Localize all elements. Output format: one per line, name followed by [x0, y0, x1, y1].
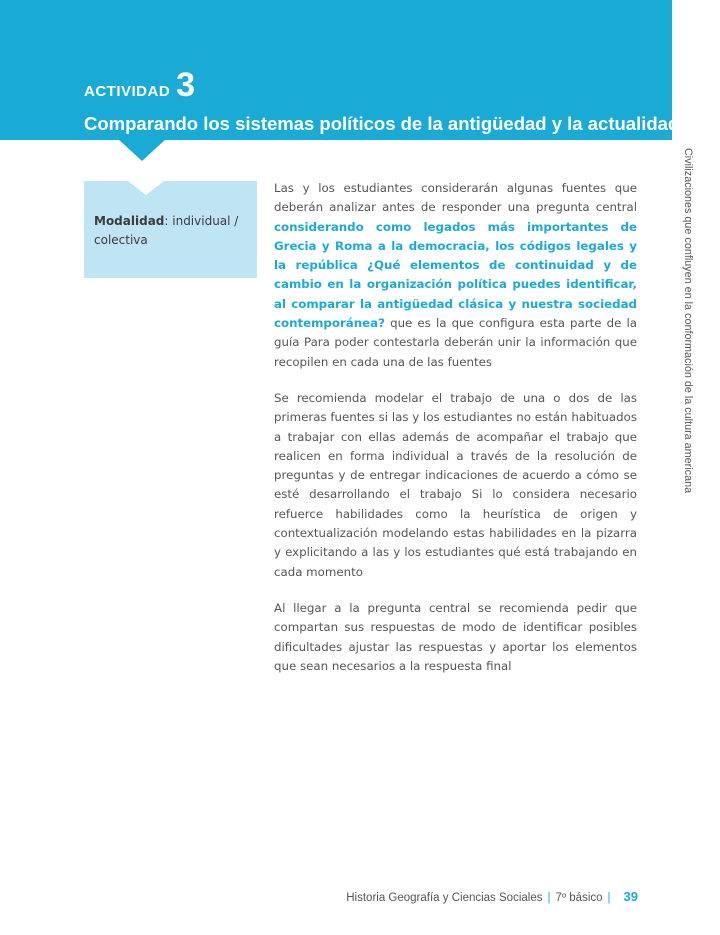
footer-separator: | [607, 892, 611, 904]
page-number: 39 [623, 889, 638, 904]
modality-label: Modalidad [94, 214, 165, 228]
unit-label: Civilizaciones que confluyen en la conformación de la cultura americana [682, 148, 694, 494]
footer-grade: 7º básico [555, 892, 603, 904]
footer [346, 889, 638, 904]
activity-label: ACTIVIDAD [84, 83, 171, 100]
paragraph-1-intro: Las y los estudiantes considerarán algunas fuentes que deberán analizar antes de responder una pregunta central [274, 181, 637, 215]
section-label [688, 58, 712, 130]
paragraph-2: Se recomienda modelar el trabajo de una o dos de las primeras fuentes si las y los estudiantes no están habituados a trabajar con ellas además de acompañar el trabajo que realicen en forma individual a través de la resolución de preguntas y de entregar indicaciones de acuerdo a cómo se esté desarrollando el trabajo Si lo considera necesario refuerce habilidades como la heurística de origen y contextualización modelando estas habilidades en la pizarra y explicitando a las y los estudiantes qué está trabajando en cada momento [274, 390, 637, 579]
modality-text [94, 212, 244, 250]
page-title: Comparando los sistemas políticos de la antigüedad y la actualidad [84, 113, 680, 134]
modality-value: : individual / colectiva [94, 214, 239, 247]
paragraph-1-end: que es la que configura esta parte de la guía Para poder contestarla deberán unir la información que recopilen en cada una de las fuentes [274, 316, 637, 369]
central-question: considerando como legados más importantes de Grecia y Roma a la democracia, los códigos legales y la república ¿Qué elementos de continuidad y de cambio en la organización política puedes identificar, al comparar la antigüedad clásica y nuestra sociedad contemporánea? [274, 219, 637, 331]
footer-subject: Historia Geografía y Ciencias Sociales [346, 892, 543, 904]
paragraph-1 [274, 179, 637, 372]
header-notch [118, 139, 166, 161]
section-label-line1: Experiencias [700, 58, 712, 121]
activity-heading [84, 68, 195, 102]
activity-number: 3 [176, 66, 196, 104]
body-text [274, 179, 637, 693]
section-label-line2: de aprendizaje [688, 58, 700, 131]
paragraph-3: Al llegar a la pregunta central se recomienda pedir que compartan sus respuestas de modo de identificar posibles dificultades ajustar las respuestas y aportar los elementos que sean necesarios a la respuesta final [274, 600, 637, 673]
side-column [672, 0, 720, 520]
modality-notch [128, 181, 164, 195]
footer-separator: | [547, 892, 551, 904]
